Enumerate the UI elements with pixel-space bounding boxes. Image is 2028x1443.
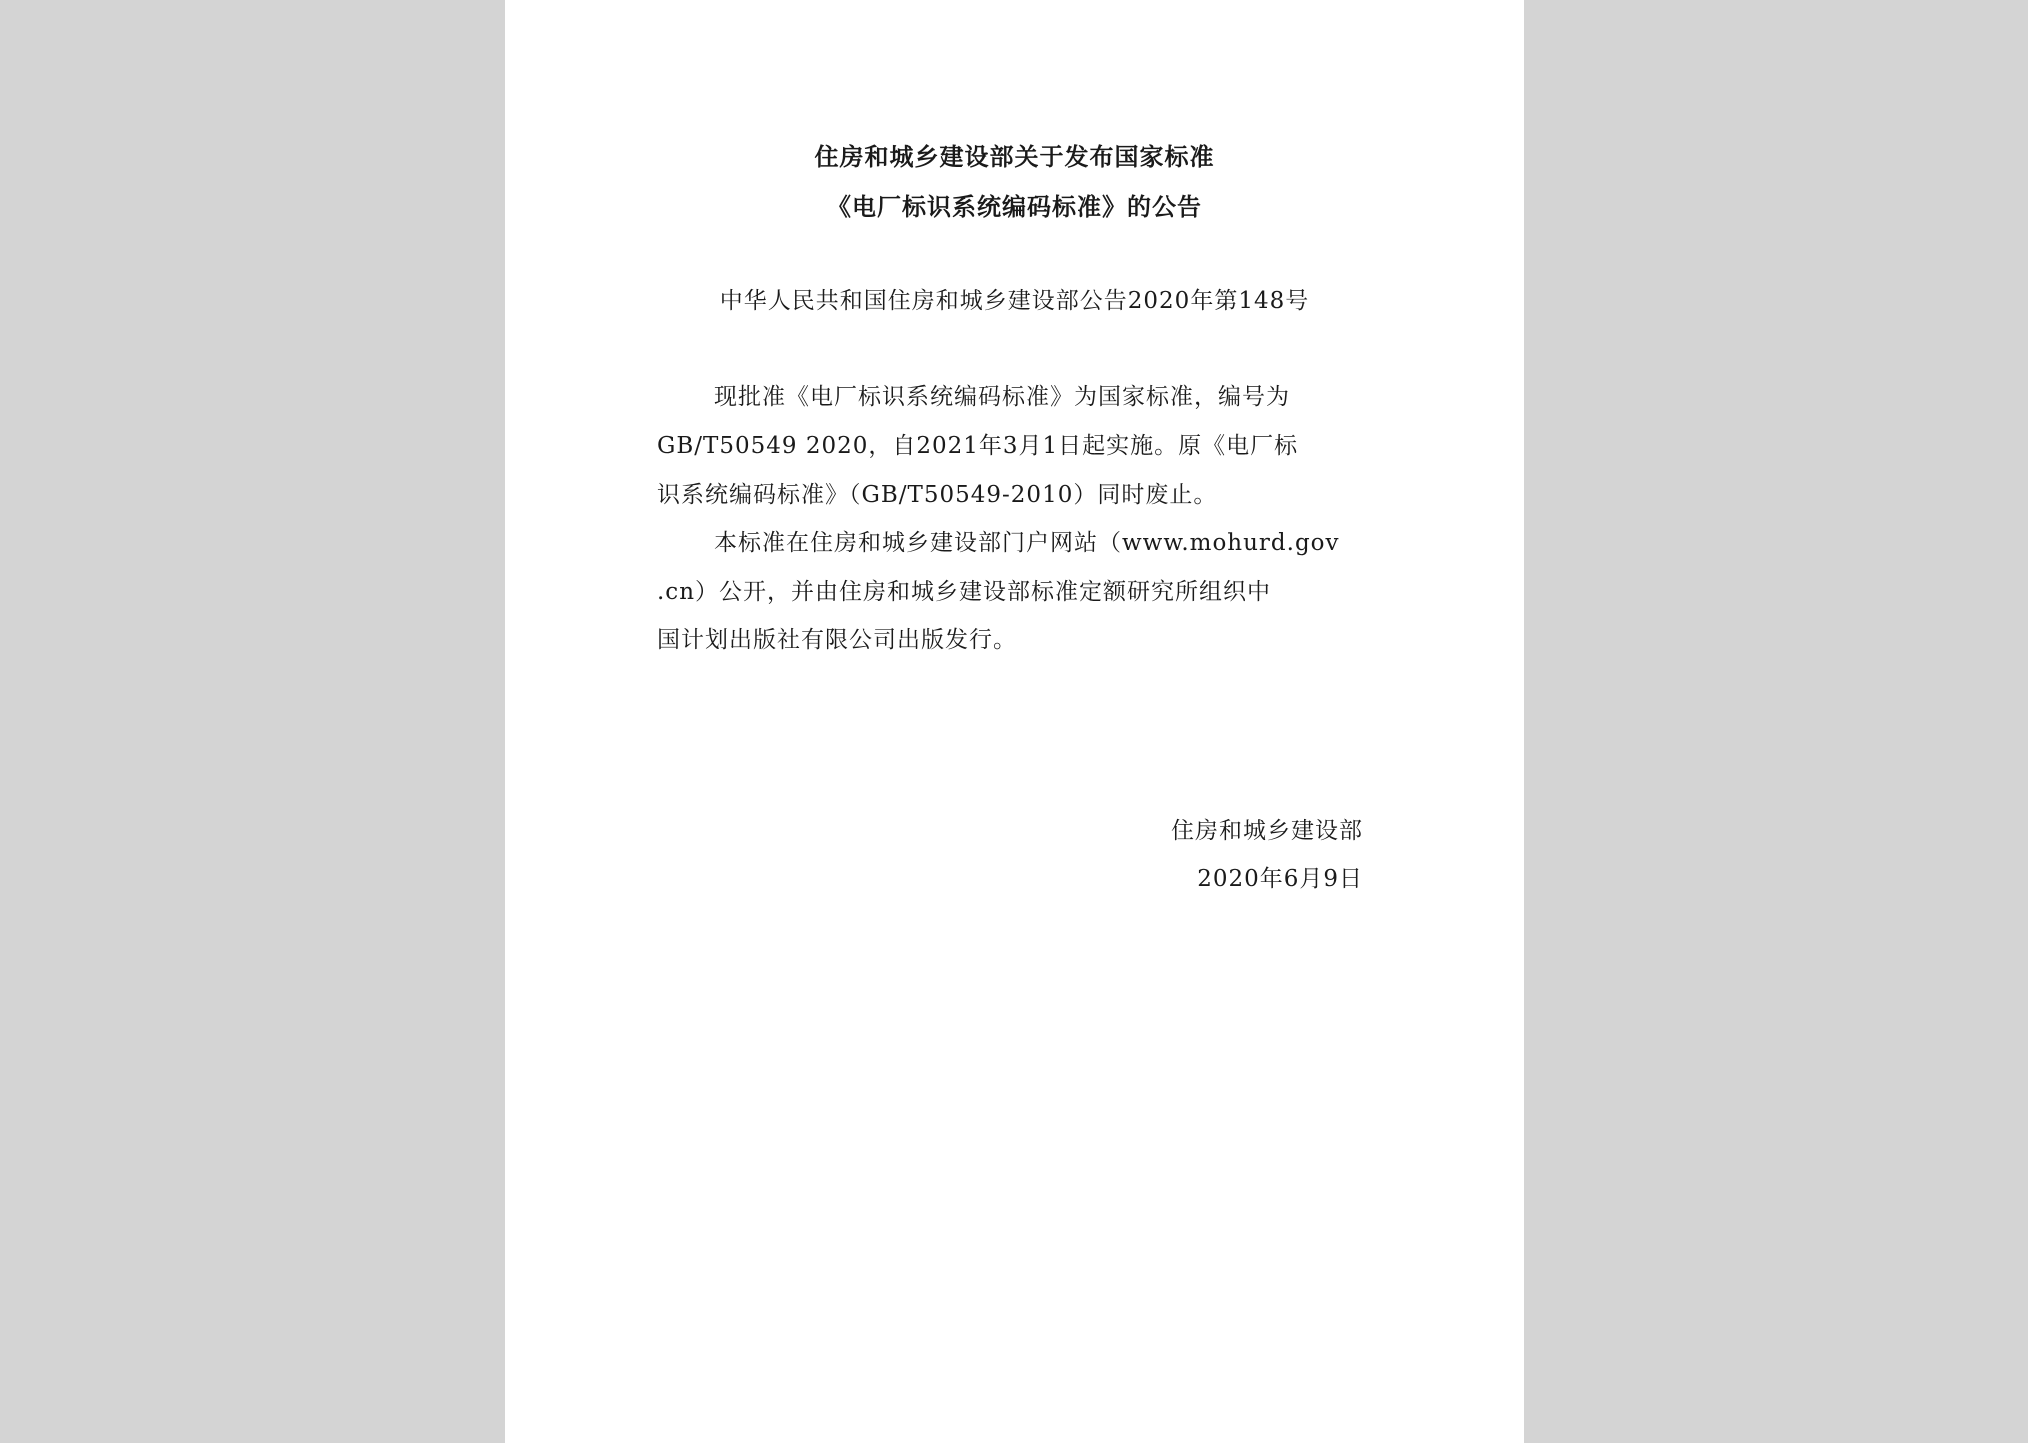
paragraph-1-line-2: GB/T50549 2020，自2021年3月1日起实施。原《电厂标 (657, 433, 1299, 459)
announcement-title-line-2: 《电厂标识系统编码标准》的公告 (827, 192, 1202, 221)
signing-organization: 住房和城乡建设部 (1171, 818, 1363, 844)
paragraph-1-line-3: 识系统编码标准》（GB/T50549-2010）同时废止。 (657, 482, 1218, 508)
paragraph-1-line-1: 现批准《电厂标识系统编码标准》为国家标准，编号为 (714, 384, 1290, 410)
signing-date: 2020年6月9日 (1197, 866, 1363, 892)
paragraph-2-line-2: .cn）公开，并由住房和城乡建设部标准定额研究所组织中 (657, 579, 1272, 605)
notice-number: 中华人民共和国住房和城乡建设部公告2020年第148号 (719, 288, 1310, 314)
paragraph-2-line-3: 国计划出版社有限公司出版发行。 (657, 627, 1017, 653)
document-page (505, 0, 1524, 1443)
paragraph-2-line-1: 本标准在住房和城乡建设部门户网站（www.mohurd.gov (714, 530, 1340, 556)
announcement-title-line-1: 住房和城乡建设部关于发布国家标准 (814, 142, 1215, 171)
